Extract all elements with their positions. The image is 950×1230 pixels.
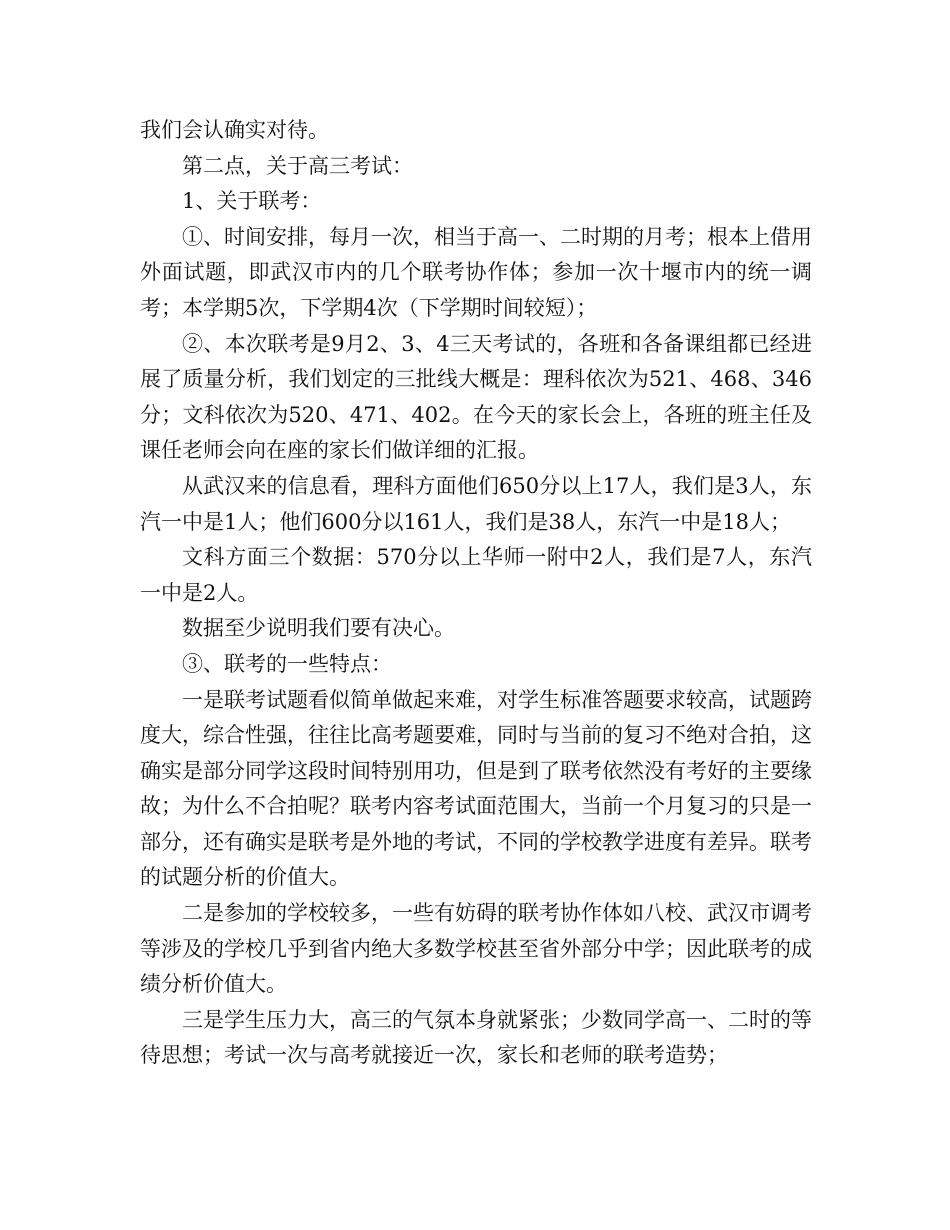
paragraph-arts-data: 文科方面三个数据：570分以上华师一附中2人，我们是7人，东汽一中是2人。 (140, 545, 812, 605)
paragraph-continuation: 我们会认确实对待。 (140, 118, 329, 142)
paragraph-feature-two: 二是参加的学校较多，一些有妨碍的联考协作体如八校、武汉市调考等涉及的学校几乎到省内绝大多数学校甚至省外部分中学；因此联考的成绩分析价值大。 (140, 901, 812, 997)
paragraph-feature-one: 一是联考试题看似简单做起来难，对学生标准答题要求较高，试题跨度大，综合性强，往往比高考题要难，同时与当前的复习不绝对合拍，这确实是部分同学这段时间特别用功，但是到了联考依然没有考好的主要缘故；为什么不合拍呢？联考内容考试面范围大，当前一个月复习的只是一部分，还有确实是联考是外地的考试，不同的学校教学进度有差异。联考的试题分析的价值大。 (140, 687, 812, 890)
section-heading-exams: 第二点，关于高三考试： (182, 153, 413, 178)
paragraph-schedule: ①、时间安排，每月一次，相当于高一、二时期的月考；根本上借用外面试题，即武汉市内的几个联考协作体；参加一次十堰市内的统一调考；本学期5次，下学期4次（下学期时间较短）； (140, 224, 812, 320)
paragraph-feature-three: 三是学生压力大，高三的气氛本身就紧张；少数同学高一、二时的等待思想；考试一次与高考就接近一次，家长和老师的联考造势； (140, 1007, 812, 1068)
subsection-heading-joint-exam: 1、关于联考： (182, 189, 322, 214)
document-page (140, 113, 812, 1074)
paragraph-exam-analysis: ②、本次联考是9月2、3、4三天考试的，各班和各备课组都已经进展了质量分析，我们划定的三批线大概是：理科依次为521、468、346分；文科依次为520、471、402。在今天的家长会上，各班的班主任及课任老师会向在座的家长们做详细的汇报。 (140, 331, 812, 463)
paragraph-conclusion: 数据至少说明我们要有决心。 (182, 616, 455, 641)
paragraph-science-data: 从武汉来的信息看，理科方面他们650分以上17人，我们是3人，东汽一中是1人；他们600分以161人，我们是38人，东汽一中是18人； (140, 473, 812, 534)
subsection-heading-features: ③、联考的一些特点： (182, 651, 392, 676)
